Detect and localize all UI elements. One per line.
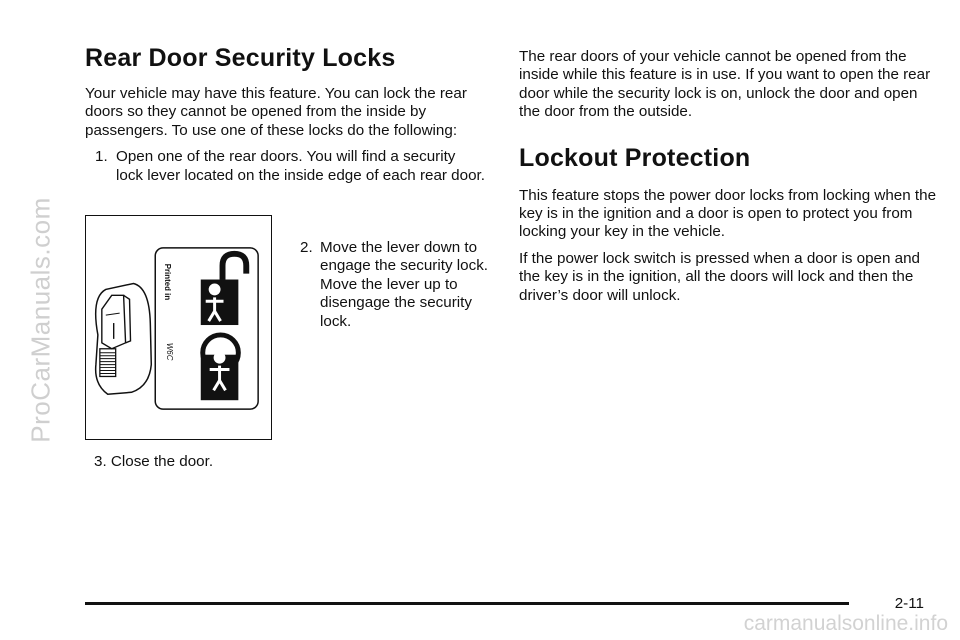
lockout-paragraph-2: If the power lock switch is pressed when a door is open and the key is in the ignition, all the doors will lock and then the driver’s door will unlock.: [519, 249, 921, 304]
step-2-number: 2.: [300, 239, 313, 256]
rear-doors-paragraph: The rear doors of your vehicle cannot be opened from the inside while this feature is in use. If you want to open the rear door while the security lock is on, unlock the door and open the door from the outside.: [519, 48, 931, 121]
right-column: [519, 48, 939, 305]
step-1: [85, 148, 486, 185]
figure-stamp-text: W6C: [165, 342, 175, 361]
locked-child-icon: [201, 335, 239, 400]
lock-lever-icon: [96, 283, 152, 394]
step-3-text: Close the door.: [110, 453, 214, 470]
step-2: [300, 239, 490, 331]
heading-lockout-protection: Lockout Protection: [519, 143, 751, 172]
watermark-procarmanuals: ProCarManuals.com: [25, 197, 56, 443]
step-1-number: 1.: [95, 148, 108, 166]
unlocked-child-icon: [201, 254, 247, 325]
step-3-number: 3.: [94, 453, 107, 470]
security-lock-illustration: [85, 215, 272, 440]
intro-paragraph: Your vehicle may have this feature. You can lock the rear doors so they cannot be opened from the inside by passengers. To use one of these locks do the following:: [85, 85, 467, 139]
page-number: 2-11: [894, 595, 924, 612]
footer-rule: [85, 602, 849, 605]
lockout-paragraph-1: This feature stops the power door locks from locking when the key is in the ignition and a door is open to protect you from locking your key in the vehicle.: [519, 186, 937, 241]
step-2-text: Move the lever down to engage the security lock. Move the lever up to disengage the security lock.: [320, 239, 489, 330]
step-1-text: Open one of the rear doors. You will find a security lock lever located on the inside edge of each rear door.: [116, 148, 485, 184]
watermark-carmanualsonline: carmanualsonline.info: [743, 612, 948, 635]
left-column: [85, 44, 485, 185]
step-3: [94, 453, 213, 471]
heading-rear-door-security-locks: Rear Door Security Locks: [85, 44, 396, 72]
figure-label-text: Printed in: [163, 263, 173, 301]
